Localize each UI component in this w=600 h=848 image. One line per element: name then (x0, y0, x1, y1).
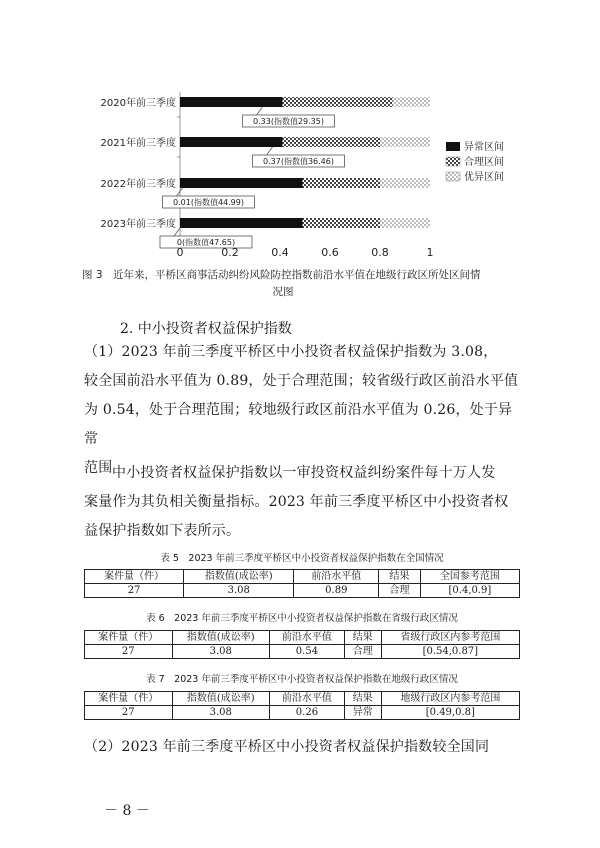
x-tick-label: 0 (176, 246, 184, 259)
x-tick-label: 0.6 (321, 246, 339, 259)
table-6 (84, 630, 520, 659)
category-label: 2021年前三季度 (100, 138, 176, 149)
table-header-cell: 省级行政区内参考范围 (381, 631, 519, 645)
chart-legend (446, 140, 504, 183)
figure-caption-line2: 况图 (272, 286, 294, 298)
annotation-label: 0.01(指数值44.99) (173, 198, 244, 207)
paragraph-2-line2: 案量作为其负相关衡量指标。2023 年前三季度平桥区中小投资者权 (84, 494, 509, 510)
bar-segment (180, 178, 303, 188)
paragraph-1-line3: 为 0.54，处于合理范围；较地级行政区前沿水平值为 0.26，处于异常 (84, 402, 513, 447)
table-cell: 异常 (344, 706, 381, 720)
bar-segment (180, 97, 283, 107)
x-tick-label: 0.4 (271, 246, 289, 259)
paragraph-2-line3: 益保护指数如下表所示。 (84, 523, 241, 539)
table-cell: 0.26 (270, 706, 345, 720)
bar-segment (380, 218, 430, 228)
figure-caption-line1: 图 3 近年来，平桥区商事活动纠纷风险防控指数前沿水平值在地级行政区所处区间情 (82, 269, 481, 281)
table-cell: 3.08 (172, 645, 269, 659)
bar-segment (283, 137, 381, 147)
table-cell: 27 (85, 584, 184, 598)
section-heading: 2. 中小投资者权益保护指数 (120, 321, 292, 337)
table-header-cell: 前沿水平值 (294, 570, 379, 584)
page-number: － 8 － (104, 803, 150, 819)
table-header-row (85, 631, 520, 645)
table-header-cell: 案件量（件） (85, 692, 173, 706)
table-header-cell: 地级行政区内参考范围 (381, 692, 519, 706)
table-cell: 合理 (379, 584, 421, 598)
table-header-cell: 指数值(成讼率) (184, 570, 294, 584)
legend-label: 合理区间 (464, 157, 504, 168)
paragraph-3: （2）2023 年前三季度平桥区中小投资者权益保护指数较全国同 (84, 739, 490, 755)
paragraph-2-line1: 中小投资者权益保护指数以一审投资权益纠纷案件每十万人发 (112, 465, 496, 481)
table-5 (84, 569, 520, 598)
category-label: 2020年前三季度 (100, 98, 176, 109)
table-6-caption: 表 6 2023 年前三季度平桥区中小投资者权益保护指数在省级行政区情况 (146, 613, 458, 624)
table-header-cell: 全国参考范围 (420, 570, 519, 584)
annotation-label: 0.33(指数值29.35) (253, 117, 324, 126)
x-tick-label: 1 (426, 246, 434, 259)
table-cell: 0.54 (270, 645, 345, 659)
paragraph-1-line4: 范围 (84, 460, 113, 476)
bar-segment (283, 97, 393, 107)
category-label: 2022年前三季度 (100, 179, 176, 190)
category-label: 2023年前三季度 (100, 219, 176, 230)
table-row (85, 645, 520, 659)
bar-segment (180, 137, 283, 147)
table-row (85, 706, 520, 720)
table-7 (84, 691, 520, 720)
range-bar-chart (0, 0, 600, 265)
paragraph-2 (84, 459, 520, 546)
annotation-label: 0.37(指数值36.46) (263, 157, 334, 166)
table-cell: [0.54,0.87] (381, 645, 519, 659)
bar-segment (303, 178, 381, 188)
table-header-cell: 指数值(成讼率) (172, 692, 269, 706)
paragraph-1-line1: （1）2023 年前三季度平桥区中小投资者权益保护指数为 3.08， (84, 344, 498, 360)
table-header-row (85, 570, 520, 584)
table-header-cell: 结果 (379, 570, 421, 584)
bar-segment (180, 218, 303, 228)
table-5-caption: 表 5 2023 年前三季度平桥区中小投资者权益保护指数在全国情况 (160, 553, 444, 564)
bar-segment (380, 137, 430, 147)
table-7-caption: 表 7 2023 年前三季度平桥区中小投资者权益保护指数在地级行政区情况 (146, 674, 458, 685)
table-header-cell: 案件量（件） (85, 570, 184, 584)
table-cell: 3.08 (172, 706, 269, 720)
table-row (85, 584, 520, 598)
table-cell: 0.89 (294, 584, 379, 598)
table-header-cell: 结果 (344, 631, 381, 645)
annotation-label: 0(指数值47.65) (176, 238, 236, 247)
legend-swatch (446, 142, 460, 151)
table-header-cell: 案件量（件） (85, 631, 173, 645)
table-header-cell: 前沿水平值 (270, 631, 345, 645)
table-header-cell: 前沿水平值 (270, 692, 345, 706)
table-cell: 27 (85, 706, 173, 720)
table-cell: [0.49,0.8] (381, 706, 519, 720)
table-header-row (85, 692, 520, 706)
bar-segment (380, 178, 430, 188)
annotation-leader (267, 147, 273, 155)
legend-swatch (446, 172, 460, 181)
legend-label: 优异区间 (464, 172, 504, 183)
table-cell: 27 (85, 645, 173, 659)
table-header-cell: 指数值(成讼率) (172, 631, 269, 645)
bar-segment (393, 97, 431, 107)
x-tick-label: 0.8 (371, 246, 389, 259)
figure-caption (82, 267, 522, 301)
legend-swatch (446, 157, 460, 166)
table-cell: 合理 (344, 645, 381, 659)
table-cell: [0.4,0.9] (420, 584, 519, 598)
table-cell: 3.08 (184, 584, 294, 598)
paragraph-1-line2: 较全国前沿水平值为 0.89，处于合理范围；较省级行政区前沿水平值 (84, 373, 519, 389)
legend-label: 异常区间 (464, 142, 504, 153)
bar-segment (303, 218, 381, 228)
x-tick-label: 0.2 (221, 246, 239, 259)
annotation-leader (257, 107, 263, 115)
table-header-cell: 结果 (344, 692, 381, 706)
